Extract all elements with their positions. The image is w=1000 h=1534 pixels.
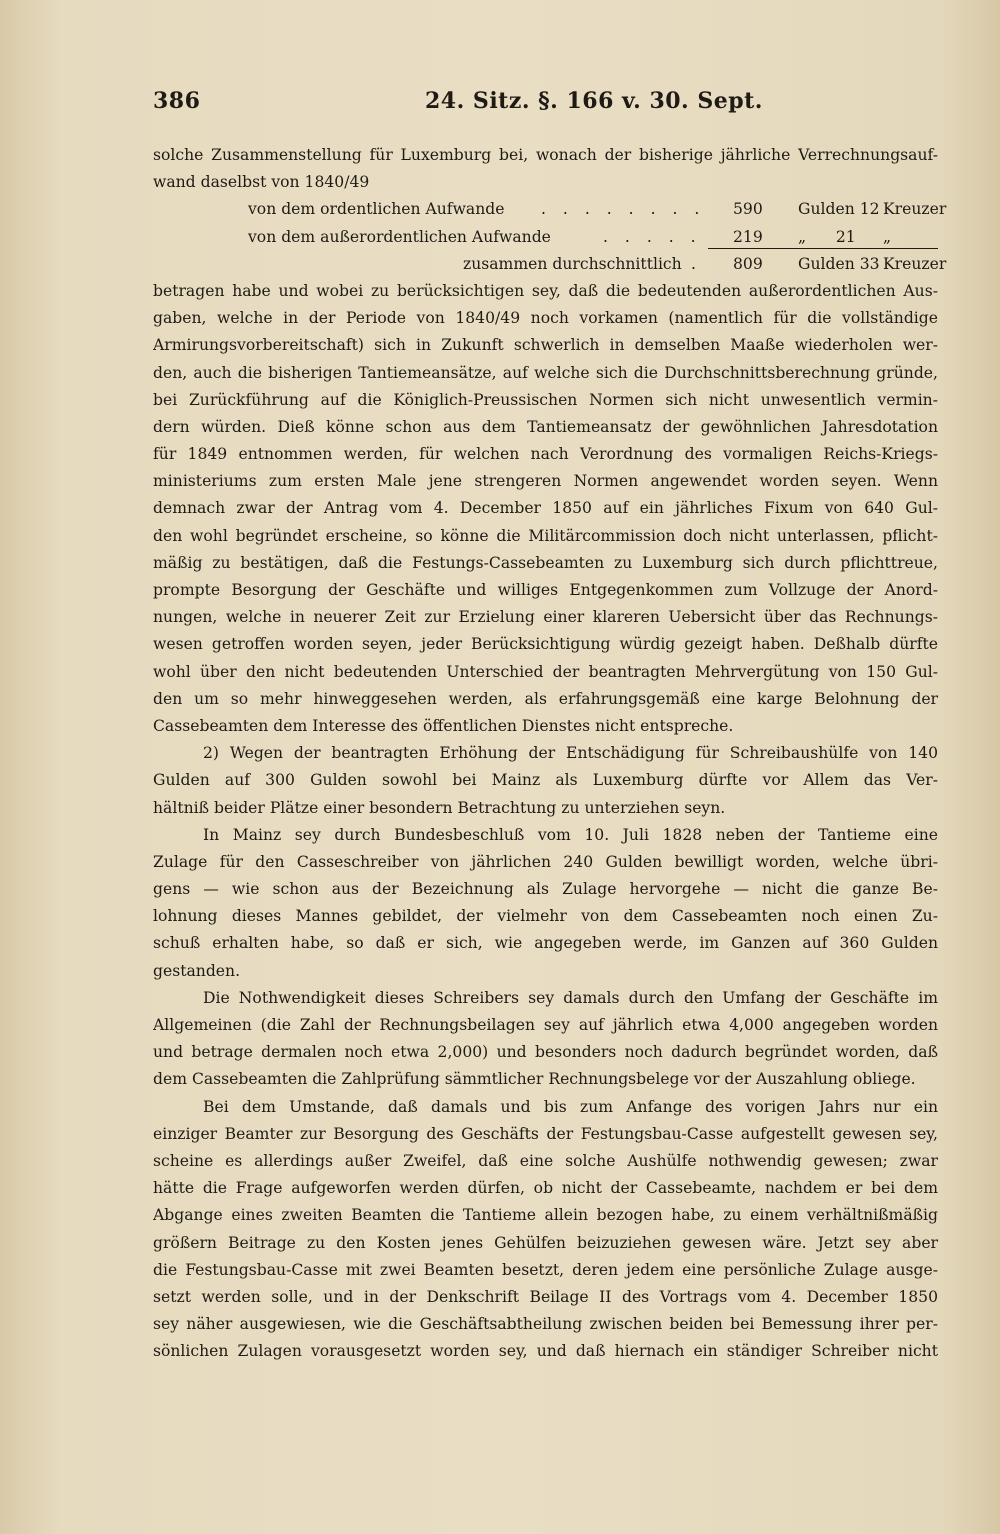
text-line: gens — wie schon aus der Bezeichnung als Zulage hervorgehe — nicht die ganze Be- [153,880,938,899]
text-line: die Festungsbau-Casse mit zwei Beamten besetzt, deren jedem eine persönliche Zulage ausge- [153,1260,938,1279]
text-line: wohl über den nicht bedeutenden Unterschied der beantragten Mehrvergütung von 150 Gul- [153,662,938,681]
text-line: Allgemeinen (die Zahl der Rechnungsbeilagen sey auf jährlich etwa 4,000 angegeben worden [153,1016,938,1034]
text-line: sönlichen Zulagen vorausgesetzt worden sey, und daß hiernach ein ständiger Schreiber nicht [153,1342,938,1361]
text-line: schuß erhalten habe, so daß er sich, wie angegeben werde, im Ganzen auf 360 Gulden [153,934,938,953]
running-head: 24. Sitz. §. 166 v. 30. Sept. [425,88,763,114]
text-line: wesen getroffen worden seyen, jeder Berücksichtigung würdig gezeigt haben. Deßhalb dürfte [153,635,938,654]
text-line: lohnung dieses Mannes gebildet, der vielmehr von dem Cassebeamten noch einen Zu- [153,907,938,926]
text-line: nungen, welche in neuerer Zeit zur Erzielung einer klareren Uebersicht über das Rechnungs- [153,608,938,627]
text-line: den wohl begründet erscheine, so könne die Militärcommission doch nicht unterlassen, pflicht- [153,526,938,545]
table-row-total [153,251,947,278]
text-line: betragen habe und wobei zu berücksichtigen sey, daß die bedeutenden außerordentlichen Aus- [153,281,938,300]
text-line: scheine es allerdings außer Zweifel, daß eine solche Aushülfe nothwendig gewesen; zwar [153,1151,938,1170]
cost-table [153,196,947,278]
table-row [153,224,938,251]
paragraph-start: 2) Wegen der beantragten Erhöhung der Entschädigung für Schreibaushülfe von 140 [203,744,938,763]
table-row-amount: 590 [733,200,763,219]
text-line: dem Cassebeamten die Zahlprüfung sämmtlicher Rechnungsbelege vor der Auszahlung obliege. [153,1070,916,1089]
table-row [153,196,947,223]
sum-rule [708,248,938,249]
text-line: gestanden. [153,961,241,980]
table-row-dots: . . . . . . . . [541,200,706,219]
text-line: Zulage für den Casseschreiber von jährlichen 240 Gulden bewilligt worden, welche übri- [153,852,938,871]
text-line: demnach zwar der Antrag vom 4. December 1850 auf ein jährliches Fixum von 640 Gul- [153,499,938,518]
text-line: solche Zusammenstellung für Luxemburg bei, wonach der bisherige jährliche Verrechnungsauf- [153,146,938,164]
table-row-unit: Gulden 33 [798,254,880,273]
table-total-amount: 809 [733,254,763,273]
text-line: Gulden auf 300 Gulden sowohl bei Mainz als Luxemburg dürfte vor Allem das Ver- [153,771,938,790]
table-row-dots: . [691,254,702,273]
text-line: für 1849 entnommen werden, für welchen nach Verordnung des vormaligen Reichs-Kriegs- [153,445,938,464]
table-row-unit-2: Kreuzer [883,200,947,219]
text-line: ministeriums zum ersten Male jene strengeren Normen angewendet worden seyen. Wenn [153,472,938,491]
page-header [153,88,938,120]
text-line: Armirungsvorbereitschaft) sich in Zukunft schwerlich in demselben Maaße wiederholen wer- [153,336,938,355]
table-total-label: zusammen durchschnittlich [463,254,682,273]
text-line: bei Zurückführung auf die Königlich-Preussischen Normen sich nicht unwesentlich vermin- [153,390,938,409]
table-row-unit-2: Kreuzer [883,254,947,273]
table-row-unit-2: „ [883,227,892,246]
text-line: einziger Beamter zur Besorgung des Geschäfts der Festungsbau-Casse aufgestellt gewesen sey, [153,1124,938,1143]
text-line: setzt werden solle, und in der Denkschrift Beilage II des Vortrags vom 4. December 1850 [153,1287,938,1306]
text-line: hältniß beider Plätze einer besondern Betrachtung zu unterziehen seyn. [153,798,726,817]
text-line: größern Beitrage zu den Kosten jenes Gehülfen beizuziehen gewesen wäre. Jetzt sey aber [153,1233,938,1252]
text-line: wand daselbst von 1840/49 [153,173,370,192]
text-line: Cassebeamten dem Interesse des öffentlichen Dienstes nicht entspreche. [153,716,734,735]
table-row-unit: „ 21 [798,227,856,246]
table-row-dots: . . . . . [603,227,702,246]
text-line: mäßig zu bestätigen, daß die Festungs-Cassebeamten zu Luxemburg sich durch pflichttreue, [153,553,938,572]
table-row-label: von dem ordentlichen Aufwande [248,200,505,219]
text-line: den, auch die bisherigen Tantiemeansätze, auf welche sich die Durchschnittsberechnung gründe, [153,363,938,382]
text-line: gaben, welche in der Periode von 1840/49 noch vorkamen (namentlich für die vollständige [153,309,938,328]
text-line: Abgange eines zweiten Beamten die Tantieme allein bezogen habe, zu einem verhältnißmäßig [153,1206,938,1225]
text-line: und betrage dermalen noch etwa 2,000) und besonders noch dadurch begründet worden, daß [153,1043,938,1062]
paragraph-start: Die Nothwendigkeit dieses Schreibers sey damals durch den Umfang der Geschäfte im [203,988,938,1007]
paragraph-start: Bei dem Umstande, daß damals und bis zum Anfange des vorigen Jahrs nur ein [203,1097,938,1116]
text-line: prompte Besorgung der Geschäfte und williges Entgegenkommen zum Vollzuge der Anord- [153,581,938,599]
page-number: 386 [153,88,201,114]
text-line: dern würden. Dieß könne schon aus dem Tantiemeansatz der gewöhnlichen Jahresdotation [153,417,938,436]
table-row-unit: Gulden 12 [798,200,880,219]
text-line: sey näher ausgewiesen, wie die Geschäftsabtheilung zwischen beiden bei Bemessung ihrer per- [153,1315,938,1334]
text-line: den um so mehr hinweggesehen werden, als erfahrungsgemäß eine karge Belohnung der [153,689,938,708]
paragraph-start: In Mainz sey durch Bundesbeschluß vom 10. Juli 1828 neben der Tantieme eine [203,825,938,844]
table-row-amount: 219 [733,227,763,246]
text-line: hätte die Frage aufgeworfen werden dürfen, ob nicht der Cassebeamte, nachdem er bei dem [153,1179,938,1198]
table-row-label: von dem außerordentlichen Aufwande [248,227,551,246]
body-text [153,142,947,1365]
